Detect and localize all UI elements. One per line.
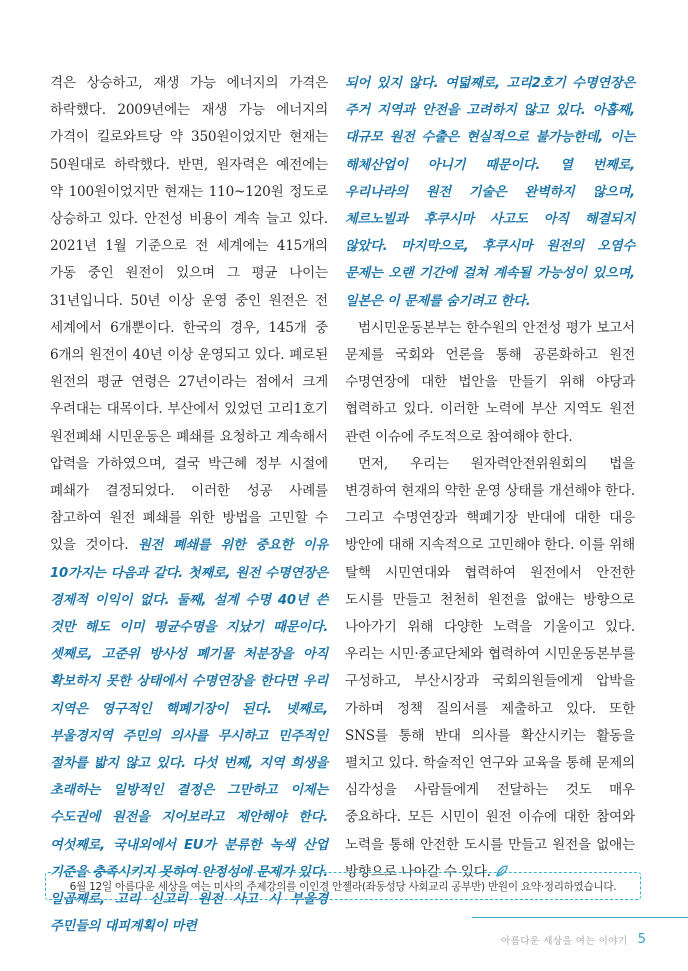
page-number: 5: [637, 932, 646, 947]
body-paragraph: 범시민운동본부는 한수원의 안전성 평가 보고서 문제를 국회와 언론을 통해 공론화하고 원전 수명연장에 대한 법안을 만들기 위해 야당과 협력하고 있다. 이러한 노력에 부산 지역도 원전 관련 이슈에 주도적으로 참여해야 한다.: [345, 319, 635, 445]
body-text: 격은 상승하고, 재생 가능 에너지의 가격은 하락했다. 2009년에는 재생 가능 에너지의 가격이 킬로와트당 약 350원이었지만 현재는 50원대로 하락했다. 반면, 원자력은 예전에는 약 100원이었지만 현재는 110~120원 정도로 상승하고 있다. 안전성 비용이 계속 늘고 있다. 2021년 1월 기준으로 전 세계에는 415개의 가동 중인 원전이 있으며 그 평균 나이는 31년입니다. 50년 이상 운영 중인 원전은 전 세계에서 6개뿐이다. 한국의 경우, 145개 중 6개의 원전이 40년 이상 운영되고 있다. 폐로된 원전의 평균 연령은 27년이라는 점에서 크게 우려대는 대목이다. 부산에서 있었던 고리1호기 원전폐쇄 시민운동은 폐쇄를 요청하고 계속해서 압력을 가하였으며, 결국 박근혜 정부 시절에 폐쇄가 결정되었다. 이러한 성공 사례를 참고하여 원전 폐쇄를 위한 방법을 고민할 수 있을 것이다.: [50, 75, 328, 554]
summary-note: [45, 872, 641, 900]
page-footer: [501, 932, 646, 947]
body-paragraph: [345, 451, 635, 886]
highlighted-text: 되어 있지 않다. 여덟째로, 고리2호기 수명연장은 주거 지역과 안전을 고려하지 않고 있다. 아홉째, 대규모 원전 수출은 현실적으로 불가능한데, 이는 해체산업이 아니기 때문이다. 열 번째로, 우리나라의 원전 기술은 완벽하지 않으며, 체르노빌과 후쿠시마 사고도 아직 해결되지 않았다. 마지막으로, 후쿠시마 원전의 오염수 문제는 오랜 기간에 걸쳐 계속될 가능성이 있으며, 일본은 이 문제를 숨기려고 한다.: [345, 76, 635, 309]
highlighted-text: 원전 폐쇄를 위한 중요한 이유 10가지는 다음과 같다. 첫째로, 원전 수명연장은 경제적 이익이 없다. 둘째, 설계 수명 40년 쓴 것만 해도 이미 평균수명을 지났기 때문이다. 셋째로, 고준위 방사성 폐기물 처분장을 아직 확보하지 못한 상태에서 수명연장을 한다면 우리 지역은 영구적인 핵폐기장이 된다. 넷째로, 부울경지역 주민의 의사를 무시하고 민주적인 절차를 밟지 않고 있다. 다섯 번째, 지역 희생을 초래하는 일방적인 결정은 그만하고 이제는 수도권에 원전을 지어보라고 제안해야 한다. 여섯째로, 국내외에서 EU가 분류한 녹색 산업 기준을 충족시키지 못하여 안정성에 문제가 있다. 일곱째로, 고리 신고리 원전 사고 시 부울경 주민들의 대피계획이 마련: [50, 538, 328, 935]
left-column: [50, 70, 328, 941]
body-paragraph: [345, 70, 635, 315]
footer-divider: [472, 917, 688, 918]
body-text: 먼저, 우리는 원자력안전위원회의 법을 변경하여 현재의 약한 운영 상태를 개선해야 한다. 그리고 수명연장과 핵폐기장 반대에 대한 대응 방안에 대해 지속적으로 고민해야 한다. 이를 위해 탈핵 시민연대와 협력하여 원전에서 안전한 도시를 만들고 천천히 원전을 없애는 방향으로 나아가기 위해 다양한 노력을 기울이고 있다. 우리는 시민·종교단체와 협력하여 시민운동본부를 구성하고, 부산시장과 국회의원들에게 압박을 가하며 정책 질의서를 제출하고 있다. 또한 SNS를 통해 반대 의사를 확산시키는 활동을 펼치고 있다. 학술적인 연구와 교육을 통해 문제의 심각성을 사람들에게 전달하는 것도 매우 중요하다. 모든 시민이 원전 이슈에 대한 참여와 노력을 통해 안전한 도시를 만들고 원전을 없애는 방향으로 나아갈 수 있다.: [345, 455, 635, 880]
right-column: [345, 70, 635, 886]
body-paragraph: [50, 70, 328, 941]
publication-title: 아름다운 세상을 여는 이야기: [501, 935, 628, 947]
summary-note-text: 6월 12일 아름다운 세상을 여는 미사의 주제강의를 이인경 안젤라(좌동성당 사회교리 공부반) 반원이 요약·정리하였습니다.: [69, 880, 617, 893]
